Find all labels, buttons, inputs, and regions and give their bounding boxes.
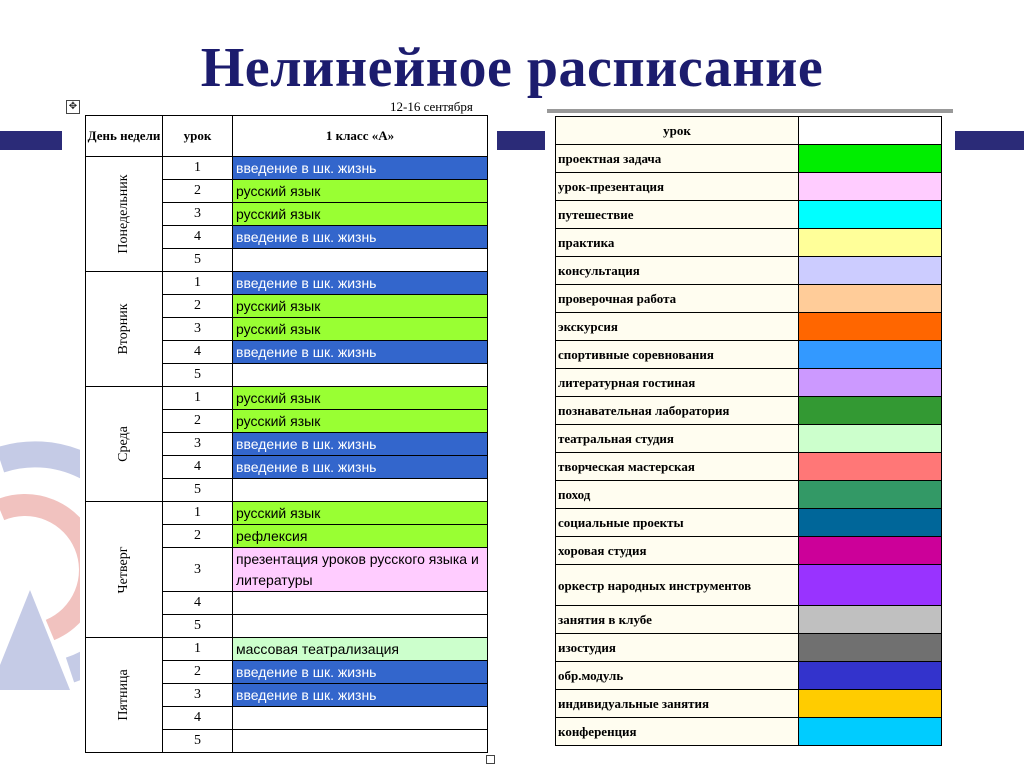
legend-row	[556, 341, 942, 369]
day-name-cell	[86, 272, 163, 387]
legend-color-swatch	[799, 718, 942, 746]
legend-color-swatch	[799, 453, 942, 481]
lesson-subject: русский язык	[233, 410, 488, 433]
lesson-number: 5	[163, 364, 233, 387]
legend-header-swatch	[799, 117, 942, 145]
lesson-subject: русский язык	[233, 318, 488, 341]
legend-row	[556, 453, 942, 481]
legend-row	[556, 369, 942, 397]
legend-label: изостудия	[556, 634, 799, 662]
lesson-number: 5	[163, 615, 233, 638]
day-name-cell	[86, 502, 163, 638]
lesson-subject	[233, 730, 488, 753]
lesson-number: 5	[163, 730, 233, 753]
legend-color-swatch	[799, 509, 942, 537]
lesson-number: 4	[163, 456, 233, 479]
lesson-subject: введение в шк. жизнь	[233, 272, 488, 295]
legend-row	[556, 229, 942, 257]
legend-row	[556, 201, 942, 229]
legend-label: творческая мастерская	[556, 453, 799, 481]
legend-label: обр.модуль	[556, 662, 799, 690]
legend-row	[556, 425, 942, 453]
slide-title: Нелинейное расписание	[200, 37, 824, 99]
lesson-number: 2	[163, 525, 233, 548]
table-row	[86, 157, 488, 180]
legend-row	[556, 285, 942, 313]
legend-row	[556, 145, 942, 173]
header-day: День недели	[86, 116, 163, 157]
day-name: Понедельник	[116, 174, 131, 254]
day-name-cell	[86, 387, 163, 502]
legend-row	[556, 662, 942, 690]
lesson-number: 3	[163, 433, 233, 456]
legend-color-swatch	[799, 690, 942, 718]
lesson-subject: введение в шк. жизнь	[233, 433, 488, 456]
header-class: 1 класс «А»	[233, 116, 488, 157]
legend-row	[556, 173, 942, 201]
lesson-subject	[233, 615, 488, 638]
legend-color-swatch	[799, 369, 942, 397]
legend-table	[555, 116, 942, 746]
day-name-cell	[86, 157, 163, 272]
lesson-number: 3	[163, 548, 233, 592]
lesson-number: 3	[163, 318, 233, 341]
legend-row	[556, 257, 942, 285]
date-note: 12-16 сентября	[390, 99, 473, 114]
lesson-subject: русский язык	[233, 502, 488, 525]
legend-color-swatch	[799, 173, 942, 201]
legend-color-swatch	[799, 145, 942, 173]
legend-row	[556, 634, 942, 662]
legend-label: проектная задача	[556, 145, 799, 173]
legend-row	[556, 606, 942, 634]
legend-label: поход	[556, 481, 799, 509]
legend-color-swatch	[799, 341, 942, 369]
legend-color-swatch	[799, 313, 942, 341]
legend-color-swatch	[799, 285, 942, 313]
legend-row	[556, 690, 942, 718]
decor-band-left	[0, 131, 62, 150]
day-name: Пятница	[116, 669, 131, 721]
lesson-subject	[233, 364, 488, 387]
legend-color-swatch	[799, 662, 942, 690]
lesson-subject: русский язык	[233, 387, 488, 410]
lesson-subject: русский язык	[233, 180, 488, 203]
lesson-subject: введение в шк. жизнь	[233, 341, 488, 364]
legend-label: консультация	[556, 257, 799, 285]
lesson-number: 5	[163, 479, 233, 502]
legend-label: литературная гостиная	[556, 369, 799, 397]
legend-label: путешествие	[556, 201, 799, 229]
legend-top-border	[547, 109, 953, 113]
legend-color-swatch	[799, 606, 942, 634]
lesson-number: 2	[163, 661, 233, 684]
decor-band-right	[955, 131, 1024, 150]
legend-label: практика	[556, 229, 799, 257]
legend-color-swatch	[799, 257, 942, 285]
legend-color-swatch	[799, 634, 942, 662]
lesson-subject: введение в шк. жизнь	[233, 661, 488, 684]
table-row	[86, 638, 488, 661]
lesson-number: 2	[163, 410, 233, 433]
lesson-number: 3	[163, 684, 233, 707]
legend-label: конференция	[556, 718, 799, 746]
header-lesson: урок	[163, 116, 233, 157]
lesson-subject: введение в шк. жизнь	[233, 684, 488, 707]
lesson-subject: презентация уроков русского языка и литературы	[233, 548, 488, 592]
lesson-number: 5	[163, 249, 233, 272]
lesson-number: 2	[163, 295, 233, 318]
lesson-number: 4	[163, 226, 233, 249]
lesson-number: 1	[163, 157, 233, 180]
table-row	[86, 387, 488, 410]
lesson-subject: массовая театрализация	[233, 638, 488, 661]
lesson-number: 3	[163, 203, 233, 226]
lesson-number: 4	[163, 341, 233, 364]
schedule-table	[85, 115, 488, 753]
legend-color-swatch	[799, 201, 942, 229]
legend-row	[556, 313, 942, 341]
legend-label: социальные проекты	[556, 509, 799, 537]
day-name: Четверг	[116, 546, 131, 593]
lesson-subject: введение в шк. жизнь	[233, 226, 488, 249]
lesson-subject	[233, 479, 488, 502]
day-name: Среда	[116, 426, 131, 462]
lesson-number: 2	[163, 180, 233, 203]
legend-color-swatch	[799, 481, 942, 509]
lesson-subject	[233, 249, 488, 272]
legend-color-swatch	[799, 425, 942, 453]
lesson-number: 4	[163, 707, 233, 730]
legend-label: урок-презентация	[556, 173, 799, 201]
legend-label: индивидуальные занятия	[556, 690, 799, 718]
lesson-subject	[233, 707, 488, 730]
table-row	[86, 272, 488, 295]
legend-header-row	[556, 117, 942, 145]
lesson-subject: введение в шк. жизнь	[233, 456, 488, 479]
background-logo-icon	[0, 440, 80, 700]
legend-color-swatch	[799, 397, 942, 425]
legend-color-swatch	[799, 565, 942, 606]
legend-label: спортивные соревнования	[556, 341, 799, 369]
legend-row	[556, 565, 942, 606]
legend-label: оркестр народных инструментов	[556, 565, 799, 606]
lesson-subject: русский язык	[233, 203, 488, 226]
legend-row	[556, 718, 942, 746]
lesson-subject: рефлексия	[233, 525, 488, 548]
lesson-subject: русский язык	[233, 295, 488, 318]
legend-label: проверочная работа	[556, 285, 799, 313]
table-move-handle-icon[interactable]: ✥	[66, 100, 80, 114]
legend-label: занятия в клубе	[556, 606, 799, 634]
legend-row	[556, 509, 942, 537]
legend-label: экскурсия	[556, 313, 799, 341]
schedule-header-row	[86, 116, 488, 157]
legend-color-swatch	[799, 229, 942, 257]
legend-row	[556, 537, 942, 565]
decor-band-middle	[497, 131, 545, 150]
lesson-number: 1	[163, 502, 233, 525]
lesson-subject: введение в шк. жизнь	[233, 157, 488, 180]
table-resize-handle-icon[interactable]	[486, 755, 495, 764]
day-name-cell	[86, 638, 163, 753]
table-row	[86, 502, 488, 525]
legend-row	[556, 397, 942, 425]
lesson-number: 1	[163, 272, 233, 295]
lesson-number: 1	[163, 638, 233, 661]
legend-row	[556, 481, 942, 509]
legend-color-swatch	[799, 537, 942, 565]
legend-label: хоровая студия	[556, 537, 799, 565]
legend-label: театральная студия	[556, 425, 799, 453]
legend-label: познавательная лаборатория	[556, 397, 799, 425]
lesson-number: 1	[163, 387, 233, 410]
lesson-number: 4	[163, 592, 233, 615]
lesson-subject	[233, 592, 488, 615]
legend-header: урок	[556, 117, 799, 145]
day-name: Вторник	[116, 303, 131, 355]
